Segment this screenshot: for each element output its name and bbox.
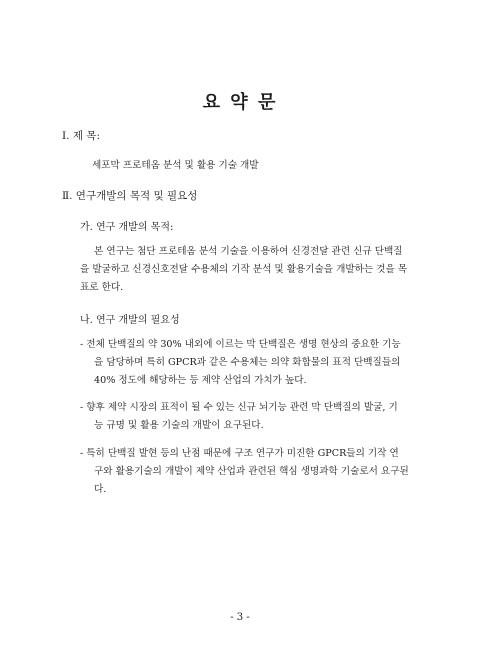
bullet-line: 다.	[94, 484, 107, 495]
necessity-bullet	[80, 399, 398, 435]
bullet-line: 40% 정도에 해당하는 등 제약 산업의 가치가 높다.	[94, 375, 307, 386]
bullet-line: 을 담당하며 특히 GPCR과 같은 수용체는 의약 화합물의 표적 단백질들의	[94, 357, 401, 368]
purpose-line: 표로 한다.	[80, 282, 124, 293]
purpose-line: 본 연구는 첨단 프로테옴 분석 기술을 이용하여 신경전달 관련 신규 단백질	[94, 246, 403, 257]
bullet-line: 능 규명 및 활용 기술의 개발이 요구된다.	[94, 420, 264, 431]
purpose-line: 을 발굴하고 신경신호전달 수용체의 기작 분석 및 활용기술을 개발하는 것을 목	[80, 264, 408, 275]
section1-heading: Ⅰ. 제 목:	[62, 130, 100, 142]
bullet-line: - 특히 단백질 발현 등의 난점 때문에 구조 연구가 미진한 GPCR들의 기작 연	[80, 448, 399, 459]
purpose-paragraph	[80, 243, 407, 297]
necessity-heading: 나. 연구 개발의 필요성	[80, 315, 180, 326]
bullet-line: 구와 활용기술의 개발이 제약 산업과 관련된 핵심 생명과학 기술로서 요구된	[94, 466, 409, 477]
purpose-heading: 가. 연구 개발의 목적:	[80, 222, 174, 233]
necessity-bullet	[80, 336, 401, 390]
necessity-bullet	[80, 445, 409, 499]
project-title: 세포막 프로테옴 분석 및 활용 기술 개발	[92, 160, 259, 171]
bullet-line: - 전체 단백질의 약 30% 내외에 이르는 막 단백질은 생명 현상의 중요한 기능	[80, 339, 401, 350]
bullet-line: - 향후 제약 시장의 표적이 될 수 있는 신규 뇌기능 관련 막 단백질의 발굴, 기	[80, 402, 398, 413]
summary-title: 요 약 문	[202, 92, 278, 113]
section2-heading: Ⅱ. 연구개발의 목적 및 필요성	[62, 190, 198, 202]
page-number: - 3 -	[230, 612, 250, 623]
